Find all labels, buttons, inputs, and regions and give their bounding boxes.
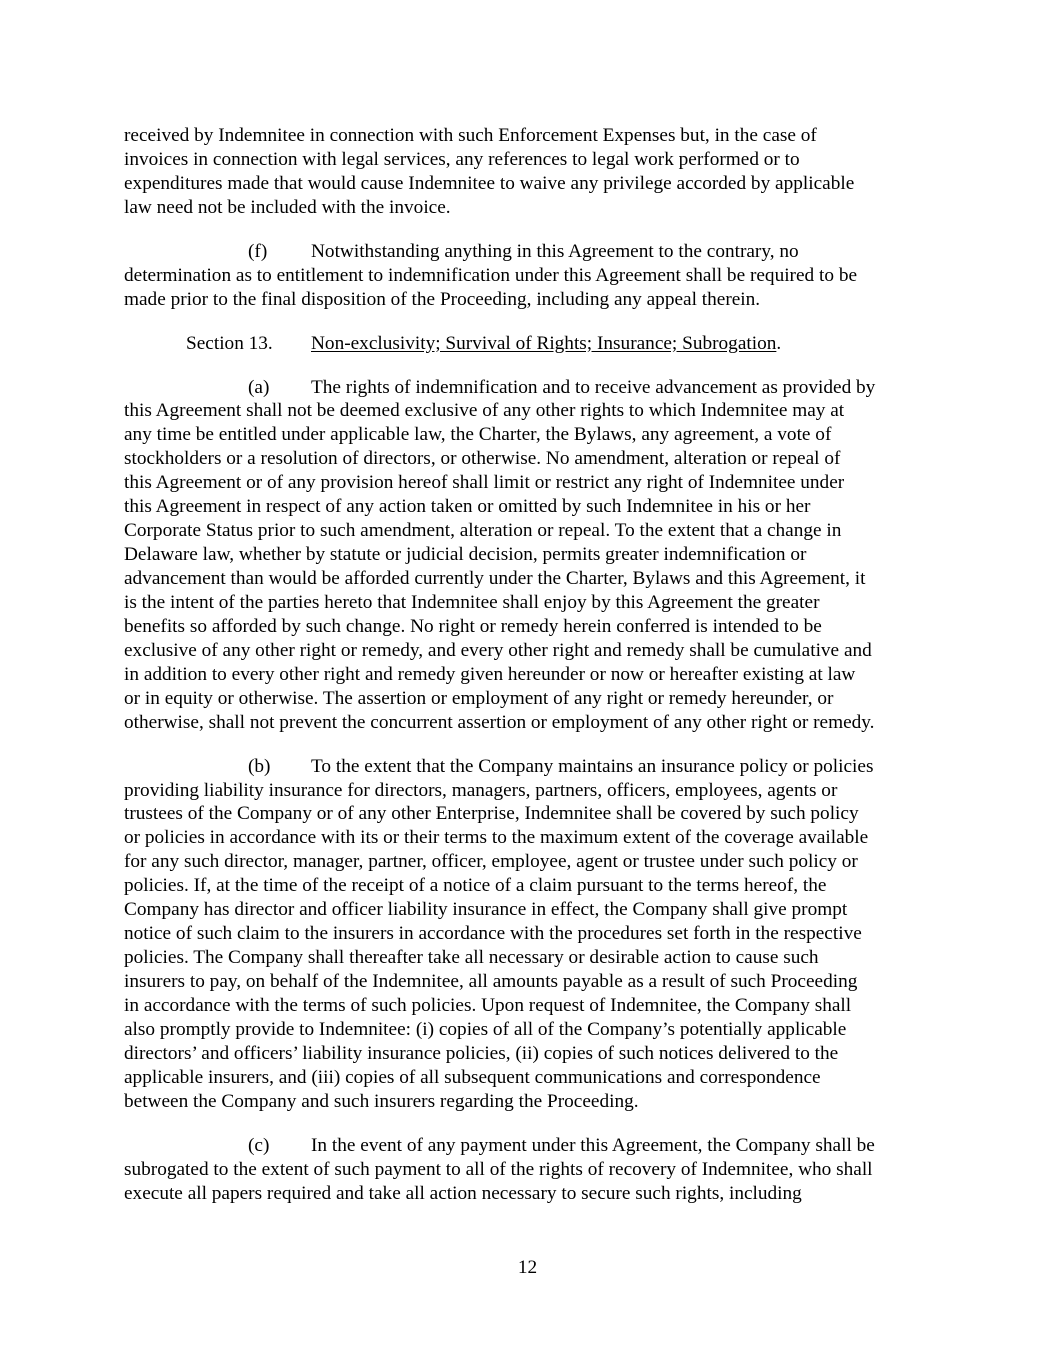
text-line: subrogated to the extent of such payment to all of the rights of recovery of Indemnitee, who shall <box>124 1158 873 1180</box>
text-line: this Agreement in respect of any action taken or omitted by such Indemnitee in his or her <box>124 496 811 518</box>
text-line: for any such director, manager, partner, officer, employee, agent or trustee under such policy or <box>124 851 858 873</box>
text-run: In the event of any payment under this Agreement, the Company shall be <box>311 1134 875 1156</box>
text-line: this Agreement or of any provision hereof shall limit or restrict any right of Indemnitee under <box>124 472 845 494</box>
text-line: directors’ and officers’ liability insurance policies, (ii) copies of such notices delivered to the <box>124 1042 839 1064</box>
text-line: benefits so afforded by such change. No right or remedy herein conferred is intended to be <box>124 615 822 637</box>
text-line: expenditures made that would cause Indemnitee to waive any privilege accorded by applicable <box>124 172 855 194</box>
text-line: providing liability insurance for directors, managers, partners, officers, employees, agents or <box>124 779 838 801</box>
section-title-suffix: . <box>776 332 782 354</box>
paragraph-label: (f) <box>248 240 268 262</box>
text-line <box>124 1134 932 1158</box>
text-line: otherwise, shall not prevent the concurrent assertion or employment of any other right or remedy. <box>124 711 875 733</box>
text-line: law need not be included with the invoice. <box>124 196 451 218</box>
text-line: Delaware law, whether by statute or judicial decision, permits greater indemnification or <box>124 544 807 566</box>
text-line: notice of such claim to the insurers in accordance with the procedures set forth in the respective <box>124 923 862 945</box>
text-line: received by Indemnitee in connection with such Enforcement Expenses but, in the case of <box>124 125 817 146</box>
text-line: this Agreement shall not be deemed exclusive of any other rights to which Indemnitee may at <box>124 400 845 422</box>
text-line: any time be entitled under applicable law, the Charter, the Bylaws, any agreement, a vote of <box>124 424 832 446</box>
paragraph-a <box>124 376 932 735</box>
text-line: or policies in accordance with its or their terms to the maximum extent of the coverage available <box>124 827 869 849</box>
section-heading-line <box>124 332 932 356</box>
paragraph-c <box>124 1134 932 1206</box>
text-line: determination as to entitlement to indemnification under this Agreement shall be required to be <box>124 264 858 286</box>
text-line <box>124 755 932 779</box>
text-line: stockholders or a resolution of directors, or otherwise. No amendment, alteration or repeal of <box>124 448 841 470</box>
text-line: policies. If, at the time of the receipt of a notice of a claim pursuant to the terms hereof, the <box>124 875 827 897</box>
paragraph-label: (c) <box>248 1134 270 1156</box>
paragraph-b <box>124 755 932 1114</box>
section-13-heading <box>124 332 932 356</box>
text-line: or in equity or otherwise. The assertion or employment of any right or remedy hereunder, or <box>124 687 834 709</box>
text-line: Corporate Status prior to such amendment, alteration or repeal. To the extent that a change in <box>124 520 842 542</box>
text-line: made prior to the final disposition of the Proceeding, including any appeal therein. <box>124 288 761 310</box>
text-run: To the extent that the Company maintains an insurance policy or policies <box>311 755 874 777</box>
text-line: is the intent of the parties hereto that Indemnitee shall enjoy by this Agreement the greater <box>124 591 820 613</box>
paragraph-label: (b) <box>248 755 271 777</box>
page-number: 12 <box>517 1257 538 1278</box>
text-line: policies. The Company shall thereafter take all necessary or desirable action to cause such <box>124 947 819 969</box>
document-body <box>124 124 932 1225</box>
section-title: Non-exclusivity; Survival of Rights; Insurance; Subrogation <box>311 332 777 354</box>
text-line: invoices in connection with legal services, any references to legal work performed or to <box>124 148 800 170</box>
text-line <box>124 240 932 264</box>
text-line: advancement than would be afforded currently under the Charter, Bylaws and this Agreement, it <box>124 568 866 589</box>
text-line: in addition to every other right and remedy given hereunder or now or hereafter existing at law <box>124 663 856 685</box>
text-line: between the Company and such insurers regarding the Proceeding. <box>124 1090 639 1112</box>
text-line: also promptly provide to Indemnitee: (i) copies of all of the Company’s potentially applicable <box>124 1018 847 1040</box>
text-line: applicable insurers, and (iii) copies of all subsequent communications and correspondence <box>124 1066 821 1088</box>
text-run: The rights of indemnification and to receive advancement as provided by <box>311 376 876 398</box>
text-line: Company has director and officer liability insurance in effect, the Company shall give prompt <box>124 899 848 921</box>
paragraph-label: (a) <box>248 376 270 398</box>
text-run: Notwithstanding anything in this Agreement to the contrary, no <box>311 240 799 262</box>
text-line <box>124 376 932 400</box>
text-line: in accordance with the terms of such policies. Upon request of Indemnitee, the Company shall <box>124 994 852 1016</box>
section-label: Section 13. <box>186 332 273 354</box>
text-line: execute all papers required and take all action necessary to secure such rights, including <box>124 1182 802 1204</box>
paragraph-f <box>124 240 932 312</box>
text-line: insurers to pay, on behalf of the Indemnitee, all amounts payable as a result of such Proceeding <box>124 971 858 992</box>
text-line: exclusive of any other right or remedy, and every other right and remedy shall be cumulative and <box>124 639 872 661</box>
continuation-paragraph <box>124 124 932 220</box>
text-line: trustees of the Company or of any other Enterprise, Indemnitee shall be covered by such policy <box>124 803 859 825</box>
